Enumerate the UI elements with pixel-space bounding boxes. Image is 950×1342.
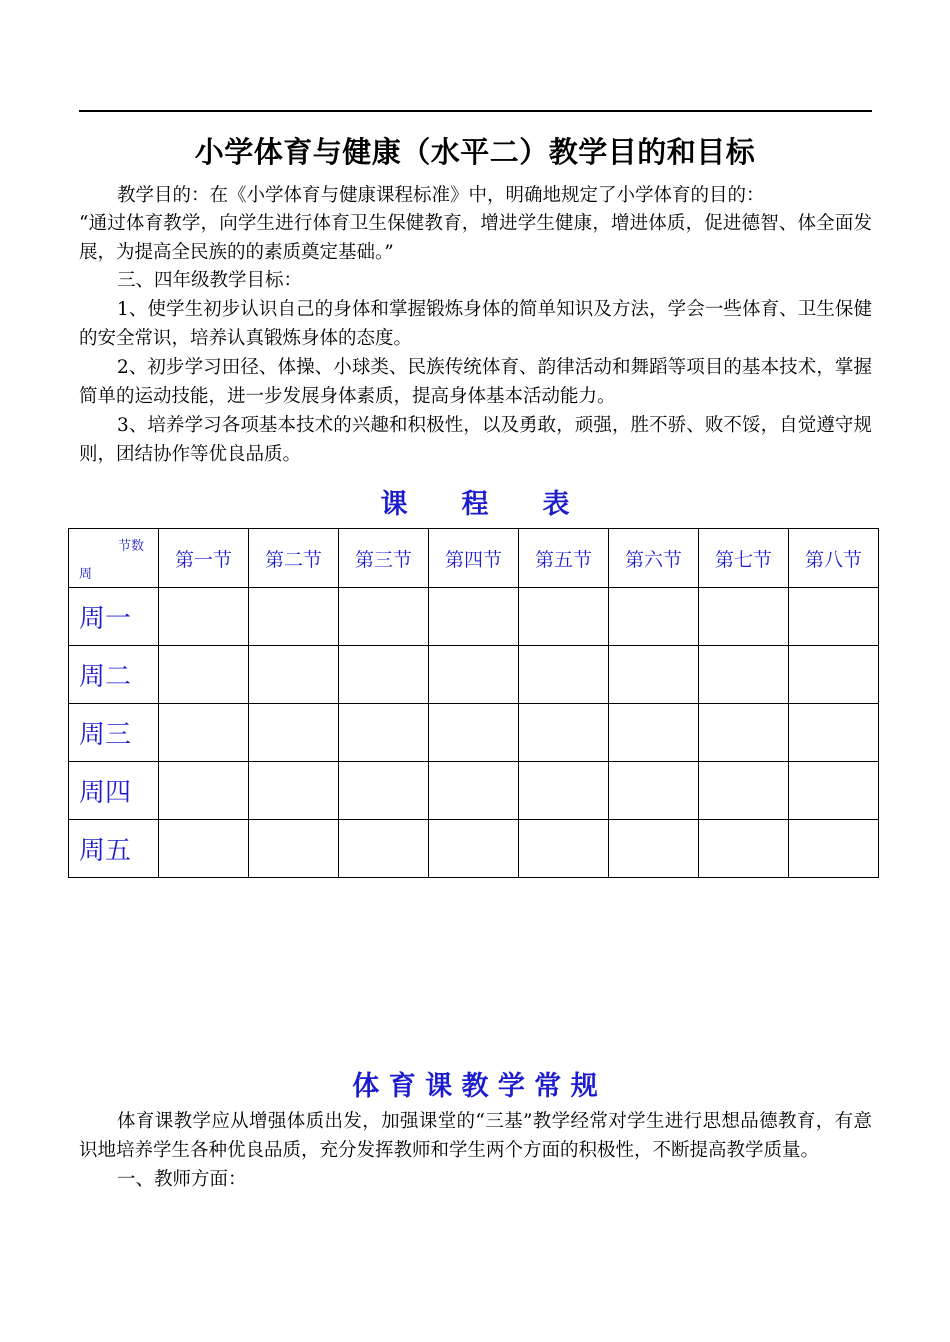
- day-label: 周一: [69, 588, 159, 646]
- schedule-row: [69, 646, 879, 704]
- schedule-cell: [699, 588, 789, 646]
- schedule-row: [69, 820, 879, 878]
- goal-1: 1、使学生初步认识自己的身体和掌握锻炼身体的简单知识及方法，学会一些体育、卫生保健的安全常识，培养认真锻炼身体的态度。: [79, 299, 872, 349]
- schedule-cell: [519, 704, 609, 762]
- schedule-cell: [789, 588, 879, 646]
- schedule-cell: [609, 704, 699, 762]
- routine-title: 体 育 课 教 学 常 规: [352, 1071, 598, 1102]
- corner-week-label: 周: [79, 567, 93, 582]
- schedule-cell: [699, 646, 789, 704]
- schedule-cell: [339, 704, 429, 762]
- schedule-cell: [609, 762, 699, 820]
- routine-paragraph: 体育课教学应从增强体质出发，加强课堂的“三基”教学经常对学生进行思想品德教育，有意识地培养学生各种优良品质，充分发挥教师和学生两个方面的积极性，不断提高教学质量。: [79, 1111, 872, 1161]
- schedule-cell: [339, 762, 429, 820]
- corner-cell: [69, 529, 159, 588]
- schedule-row: [69, 704, 879, 762]
- schedule-cell: [429, 646, 519, 704]
- schedule-cell: [249, 646, 339, 704]
- schedule-title: 课 程 表: [380, 489, 570, 520]
- schedule-cell: [429, 762, 519, 820]
- schedule-cell: [609, 820, 699, 878]
- schedule-cell: [519, 762, 609, 820]
- schedule-cell: [429, 820, 519, 878]
- period-header: 第二节: [249, 529, 339, 588]
- schedule-cell: [699, 704, 789, 762]
- schedule-cell: [519, 588, 609, 646]
- period-header: 第一节: [159, 529, 249, 588]
- purpose-intro: 教学目的：在《小学体育与健康课程标准》中，明确地规定了小学体育的目的：: [117, 185, 765, 206]
- goal-3: 3、培养学习各项基本技术的兴趣和积极性，以及勇敢，顽强，胜不骄、败不馁，自觉遵守规则，团结协作等优良品质。: [79, 415, 872, 465]
- schedule-row: [69, 588, 879, 646]
- goals-heading: 三、四年级教学目标：: [117, 270, 303, 291]
- corner-period-label: 节数: [117, 539, 144, 554]
- schedule-cell: [159, 704, 249, 762]
- period-header: 第七节: [699, 529, 789, 588]
- schedule-cell: [519, 646, 609, 704]
- schedule-cell: [789, 820, 879, 878]
- schedule-table: [68, 528, 879, 878]
- header-rule: [79, 110, 872, 112]
- teacher-section-heading: 一、教师方面：: [117, 1169, 247, 1190]
- schedule-cell: [159, 588, 249, 646]
- day-label: 周五: [69, 820, 159, 878]
- schedule-cell: [249, 820, 339, 878]
- document-title: 小学体育与健康（水平二）教学目的和目标: [194, 135, 756, 169]
- schedule-cell: [699, 820, 789, 878]
- schedule-cell: [789, 762, 879, 820]
- period-header: 第六节: [609, 529, 699, 588]
- schedule-cell: [789, 704, 879, 762]
- schedule-cell: [609, 588, 699, 646]
- schedule-cell: [519, 820, 609, 878]
- schedule-cell: [609, 646, 699, 704]
- goal-2: 2、初步学习田径、体操、小球类、民族传统体育、韵律活动和舞蹈等项目的基本技术，掌握简单的运动技能，进一步发展身体素质，提高身体基本活动能力。: [79, 357, 872, 407]
- schedule-cell: [429, 704, 519, 762]
- day-label: 周三: [69, 704, 159, 762]
- period-header: 第八节: [789, 529, 879, 588]
- schedule-cell: [249, 588, 339, 646]
- schedule-cell: [339, 588, 429, 646]
- schedule-cell: [249, 762, 339, 820]
- period-header: 第三节: [339, 529, 429, 588]
- purpose-quote: “通过体育教学，向学生进行体育卫生保健教育，增进学生健康，增进体质，促进德智、体全面发展，为提高全民族的的素质奠定基础。”: [79, 213, 872, 263]
- day-label: 周二: [69, 646, 159, 704]
- schedule-cell: [699, 762, 789, 820]
- day-label: 周四: [69, 762, 159, 820]
- period-header: 第五节: [519, 529, 609, 588]
- schedule-cell: [159, 820, 249, 878]
- schedule-cell: [249, 704, 339, 762]
- schedule-cell: [339, 820, 429, 878]
- schedule-cell: [789, 646, 879, 704]
- schedule-cell: [159, 646, 249, 704]
- schedule-header-row: [69, 529, 879, 588]
- period-header: 第四节: [429, 529, 519, 588]
- schedule-cell: [429, 588, 519, 646]
- schedule-cell: [159, 762, 249, 820]
- schedule-row: [69, 762, 879, 820]
- schedule-cell: [339, 646, 429, 704]
